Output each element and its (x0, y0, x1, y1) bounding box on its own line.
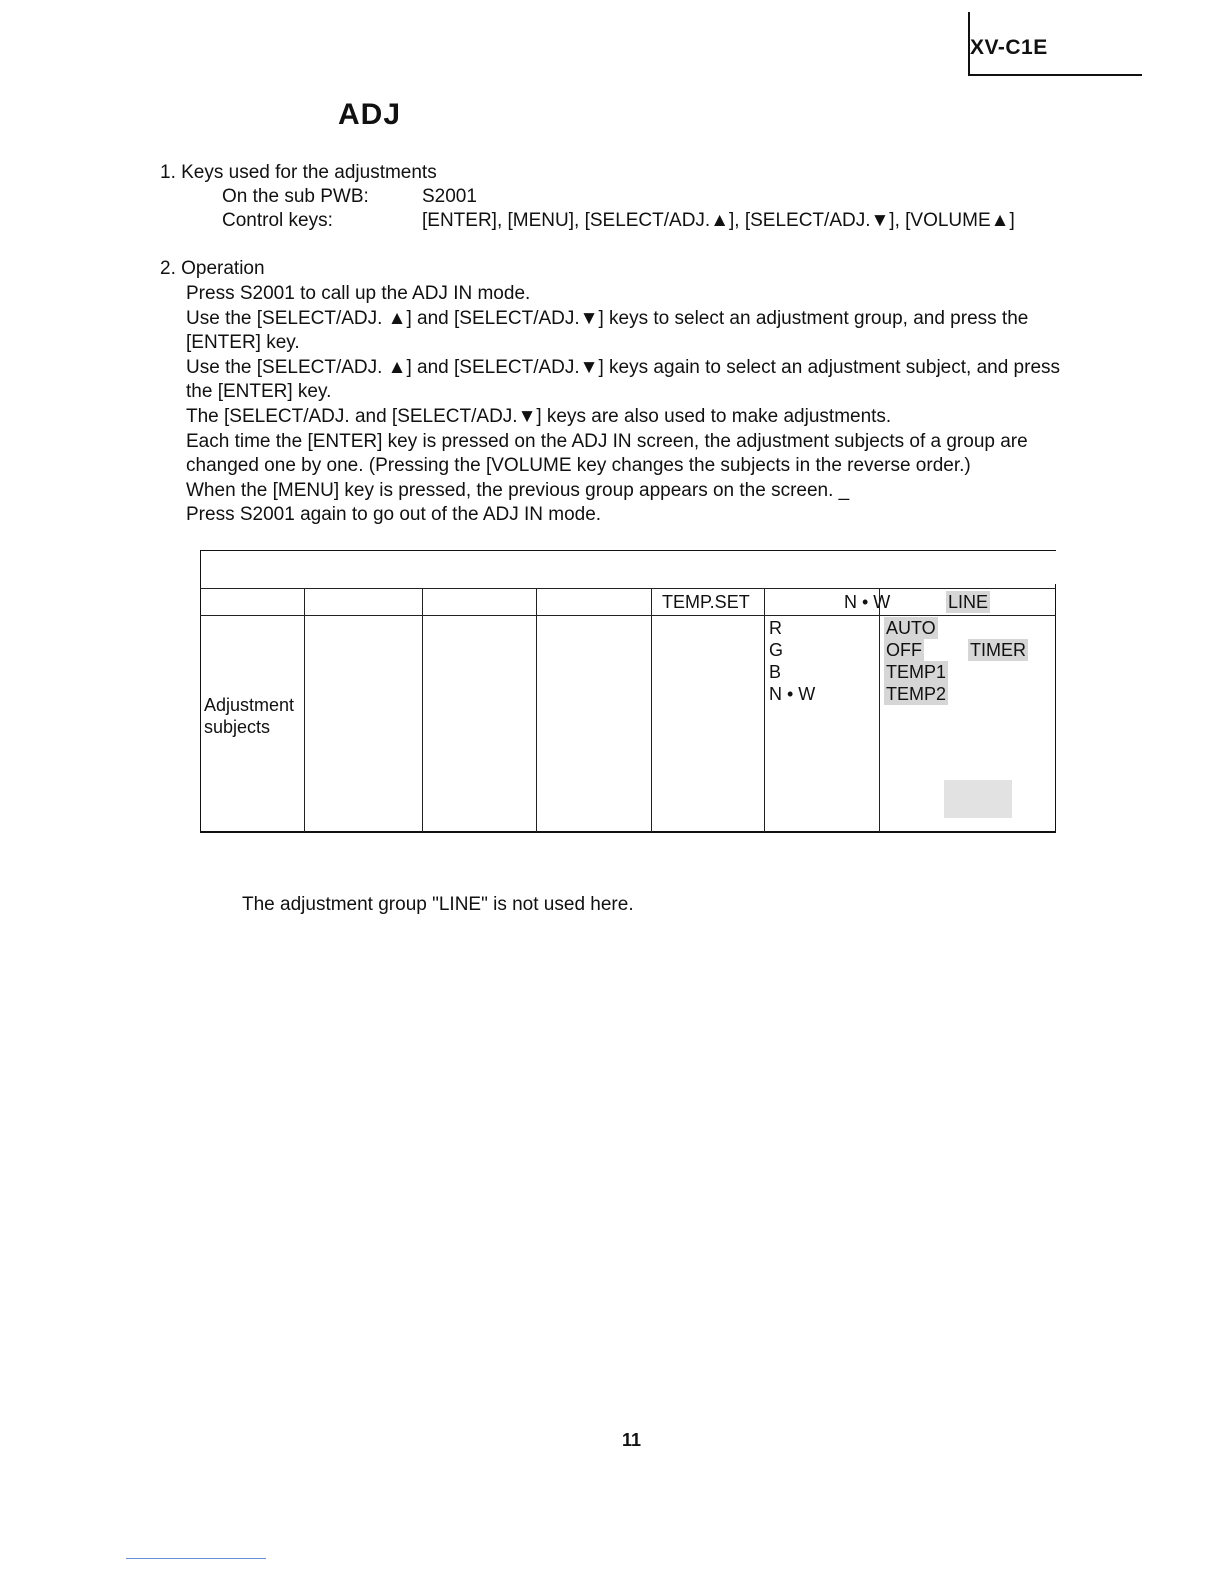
table-cell: AUTO (886, 618, 936, 638)
keys-row-value: S2001 (422, 186, 477, 207)
operation-line: Each time the [ENTER] key is pressed on the ADJ IN screen, the adjustment subjects of a group are (186, 431, 1028, 452)
table-top-rule (200, 550, 1056, 551)
table-cell: N • W (769, 684, 816, 704)
table-cell: G (769, 640, 784, 660)
page-title: ADJ (338, 98, 402, 131)
keys-row-value: [ENTER], [MENU], [SELECT/ADJ.▲], [SELECT/ADJ.▼], [VOLUME▲] (422, 210, 1015, 231)
table-header-cell: TEMP.SET (662, 592, 750, 612)
operation-line: When the [MENU] key is pressed, the previous group appears on the screen. _ (186, 480, 850, 501)
table-cell: TEMP2 (886, 684, 947, 704)
table-header-cell: N • W (844, 592, 891, 612)
table-column-divider (764, 588, 765, 832)
table-column-divider (536, 588, 537, 832)
table-header-top (200, 588, 1056, 589)
table-column-divider (651, 588, 652, 832)
table-header-cell: LINE (948, 592, 989, 612)
operation-line: changed one by one. (Pressing the [VOLUME key changes the subjects in the reverse order.) (186, 455, 971, 476)
table-cell: R (769, 618, 782, 638)
shaded-block (944, 780, 1012, 818)
table-column-divider (304, 588, 305, 832)
keys-row-label: Control keys: (222, 210, 333, 231)
operation-line: the [ENTER] key. (186, 381, 332, 402)
operation-line: The [SELECT/ADJ. and [SELECT/ADJ.▼] keys are also used to make adjustments. (186, 406, 892, 427)
table-left-rule (200, 550, 201, 833)
table-column-divider (879, 588, 880, 832)
table-column-divider (422, 588, 423, 832)
operation-line: Use the [SELECT/ADJ. ▲] and [SELECT/ADJ.▼] keys to select an adjustment group, and press the (186, 308, 1029, 329)
table-cell: TEMP1 (886, 662, 947, 682)
table-note: The adjustment group "LINE" is not used here. (242, 894, 634, 915)
operation-line: Use the [SELECT/ADJ. ▲] and [SELECT/ADJ.▼] keys again to select an adjustment subject, and press (186, 357, 1061, 378)
row-label: subjects (204, 717, 271, 737)
operation-line: Press S2001 again to go out of the ADJ IN mode. (186, 504, 602, 525)
model-number: XV-C1E (970, 36, 1048, 59)
table-cell: B (769, 662, 782, 682)
section1-heading: 1. Keys used for the adjustments (160, 162, 437, 183)
section2-heading: 2. Operation (160, 258, 265, 279)
table-bottom-rule (200, 831, 1056, 833)
keys-row-label: On the sub PWB: (222, 186, 369, 207)
page-number: 11 (622, 1430, 642, 1450)
footer-rule (126, 1558, 266, 1559)
table-cell: TIMER (970, 640, 1026, 660)
header-rule (968, 74, 1142, 76)
row-label: Adjustment (204, 695, 295, 715)
operation-line: [ENTER] key. (186, 332, 300, 353)
operation-line: Press S2001 to call up the ADJ IN mode. (186, 283, 531, 304)
table-right-rule (1055, 584, 1056, 833)
table-header-bottom (200, 615, 1056, 616)
table-cell: OFF (886, 640, 922, 660)
